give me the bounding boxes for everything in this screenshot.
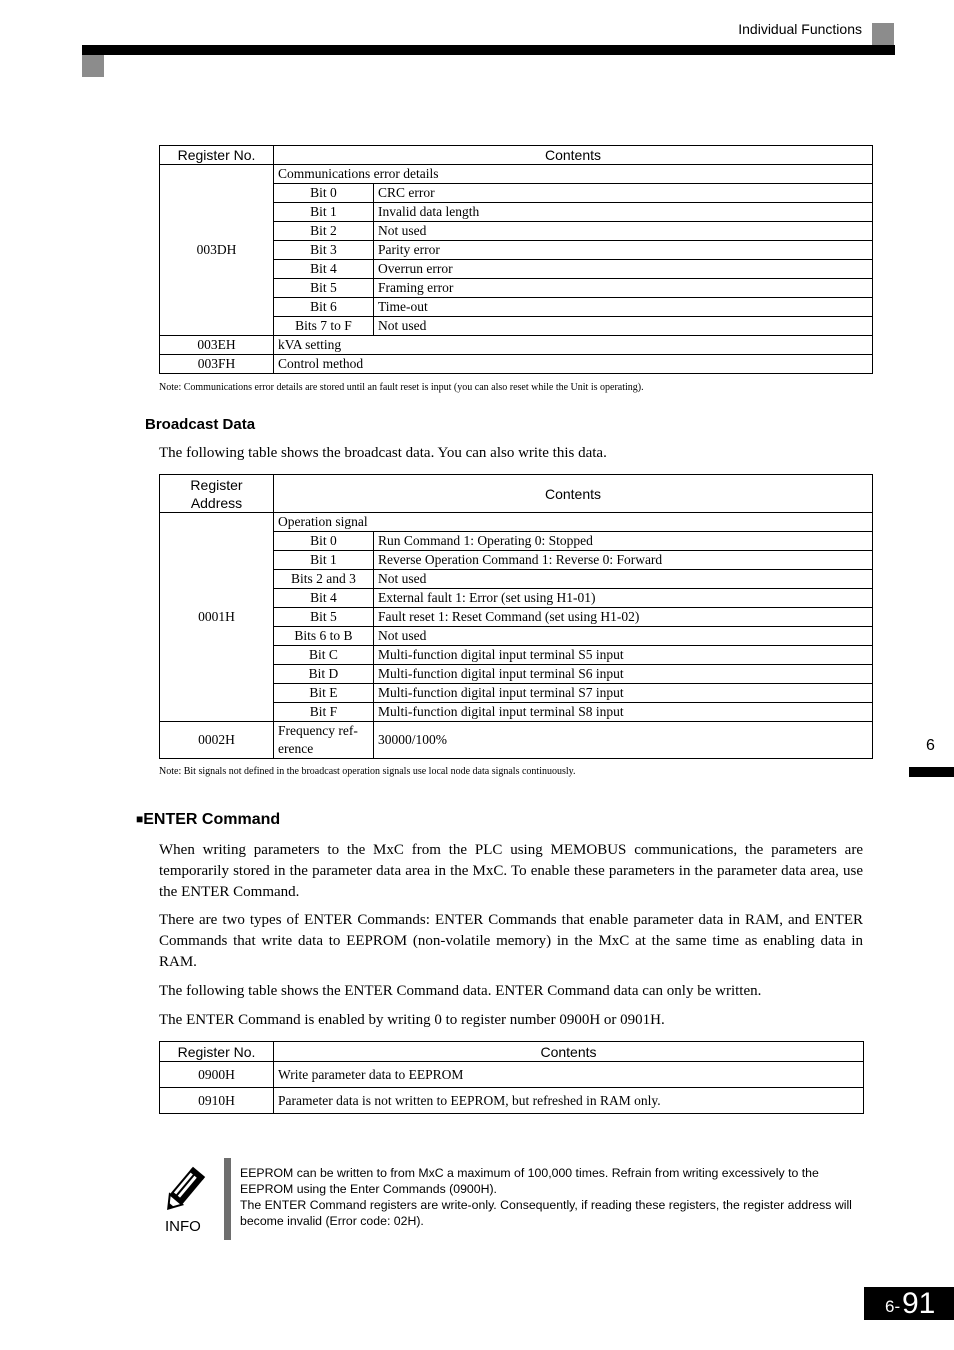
bit-label: Bit D xyxy=(274,665,374,684)
bit-desc: Time-out xyxy=(374,298,873,317)
bit-desc: Multi-function digital input terminal S7 input xyxy=(374,684,873,703)
info-text xyxy=(240,1165,860,1229)
bit-desc: Not used xyxy=(374,570,873,589)
bit-label: Bit 5 xyxy=(274,608,374,627)
bit-desc: Not used xyxy=(374,317,873,336)
register-0002H: 0002H xyxy=(160,722,274,759)
bit-label: Bit C xyxy=(274,646,374,665)
bit-label: Bit 6 xyxy=(274,298,374,317)
operation-signal-title: Operation signal xyxy=(274,513,873,532)
broadcast-heading: Broadcast Data xyxy=(145,416,256,433)
running-header: Individual Functions xyxy=(738,21,862,37)
register-desc: Parameter data is not written to EEPROM, but refreshed in RAM only. xyxy=(274,1088,864,1114)
col-register-no: Register No. xyxy=(160,146,274,165)
col-contents: Contents xyxy=(274,1042,864,1062)
page-prefix: 6- xyxy=(885,1297,901,1316)
broadcast-table xyxy=(159,474,873,759)
info-text-2: The ENTER Command registers are write-only. Consequently, if reading these registers, the register address will become invalid (Error code: 02H). xyxy=(240,1198,852,1228)
bit-desc: Not used xyxy=(374,222,873,241)
bit-desc: Reverse Operation Command 1: Reverse 0: Forward xyxy=(374,551,873,570)
pencil-icon xyxy=(158,1166,208,1216)
bit-label: Bit 2 xyxy=(274,222,374,241)
enter-paragraph-4: The ENTER Command is enabled by writing 0 to register number 0900H or 0901H. xyxy=(159,1012,665,1028)
info-bar xyxy=(224,1158,231,1240)
comm-error-title: Communications error details xyxy=(274,165,873,184)
enter-heading xyxy=(136,811,280,829)
bit-label: Bit F xyxy=(274,703,374,722)
bit-label: Bit 3 xyxy=(274,241,374,260)
info-text-1: EEPROM can be written to from MxC a maximum of 100,000 times. Refrain from writing excessively to the EEPROM using the Enter Commands (0900H). xyxy=(240,1166,819,1196)
bit-label: Bit 4 xyxy=(274,260,374,279)
chapter-tab-bar xyxy=(909,767,954,777)
col-register-address: Register Address xyxy=(160,475,274,513)
col-register-no: Register No. xyxy=(160,1042,274,1062)
header-square xyxy=(872,23,894,45)
bit-desc: Parity error xyxy=(374,241,873,260)
col-contents: Contents xyxy=(274,475,873,513)
bit-desc: Framing error xyxy=(374,279,873,298)
page-number-box xyxy=(864,1287,954,1320)
enter-heading-text: ENTER Command xyxy=(143,811,281,828)
enter-paragraph-2: There are two types of ENTER Commands: ENTER Commands that enable parameter data in RAM, and ENTER Commands that write data to EEPROM (non-volatile memory) in the MxC at the same time as enabling data in RAM. xyxy=(159,912,863,970)
bit-label: Bits 2 and 3 xyxy=(274,570,374,589)
bit-label: Bits 7 to F xyxy=(274,317,374,336)
bit-label: Bit 0 xyxy=(274,532,374,551)
register-003DH: 003DH xyxy=(160,165,274,336)
register-desc: Write parameter data to EEPROM xyxy=(274,1062,864,1088)
frequency-reference-value: 30000/100% xyxy=(374,722,873,759)
table1-note: Note: Communications error details are stored until an fault reset is input (you can also reset while the Unit is operating). xyxy=(159,382,644,393)
page-number: 91 xyxy=(902,1287,936,1320)
register-0001H: 0001H xyxy=(160,513,274,722)
register-table-003x xyxy=(159,145,873,374)
bit-label: Bit 1 xyxy=(274,203,374,222)
bit-label: Bit 5 xyxy=(274,279,374,298)
header-left-square xyxy=(82,55,104,77)
bit-desc: Run Command 1: Operating 0: Stopped xyxy=(374,532,873,551)
register-0910H: 0910H xyxy=(160,1088,274,1114)
frequency-reference-label: Frequency ref- erence xyxy=(274,722,374,759)
bit-desc: Overrun error xyxy=(374,260,873,279)
col-contents: Contents xyxy=(274,146,873,165)
register-0900H: 0900H xyxy=(160,1062,274,1088)
bit-label: Bit 4 xyxy=(274,589,374,608)
bullet-square-icon: ■ xyxy=(136,812,144,826)
bit-label: Bit 0 xyxy=(274,184,374,203)
register-desc: Control method xyxy=(274,355,873,374)
bit-desc: Invalid data length xyxy=(374,203,873,222)
bit-label: Bit 1 xyxy=(274,551,374,570)
bit-label: Bits 6 to B xyxy=(274,627,374,646)
broadcast-intro: The following table shows the broadcast data. You can also write this data. xyxy=(159,445,607,461)
bit-label: Bit E xyxy=(274,684,374,703)
enter-paragraph-1: When writing parameters to the MxC from the PLC using MEMOBUS communications, the parameters are temporarily stored in the parameter data area in the MxC. To enable these parameters in the parameter data area, use the ENTER Command. xyxy=(159,842,863,900)
bit-desc: Not used xyxy=(374,627,873,646)
bit-desc: Multi-function digital input terminal S5 input xyxy=(374,646,873,665)
enter-command-table xyxy=(159,1041,864,1114)
chapter-tab-number: 6 xyxy=(926,737,935,754)
bit-desc: External fault 1: Error (set using H1-01) xyxy=(374,589,873,608)
info-label: INFO xyxy=(165,1218,201,1235)
register-003FH: 003FH xyxy=(160,355,274,374)
register-desc: kVA setting xyxy=(274,336,873,355)
bit-desc: Multi-function digital input terminal S6 input xyxy=(374,665,873,684)
enter-paragraph-3: The following table shows the ENTER Command data. ENTER Command data can only be written. xyxy=(159,983,762,999)
register-003EH: 003EH xyxy=(160,336,274,355)
bit-desc: Multi-function digital input terminal S8 input xyxy=(374,703,873,722)
bit-desc: Fault reset 1: Reset Command (set using H1-02) xyxy=(374,608,873,627)
broadcast-note: Note: Bit signals not defined in the broadcast operation signals use local node data signals continuously. xyxy=(159,766,576,777)
bit-desc: CRC error xyxy=(374,184,873,203)
header-rule xyxy=(82,45,895,55)
